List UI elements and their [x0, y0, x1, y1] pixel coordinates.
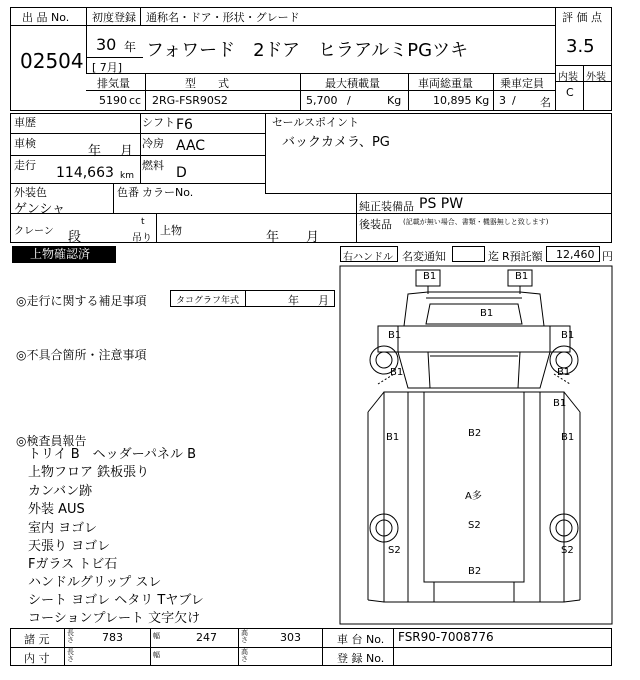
damage-mark: S2	[468, 520, 481, 531]
capacity-slash: /	[512, 94, 516, 107]
damage-mark: S2	[561, 545, 574, 556]
report-line: カンバン跡	[28, 484, 93, 499]
color-value: ゲンシャ	[14, 202, 66, 217]
tachograph-year: 年	[288, 294, 299, 307]
supplement-label: ◎走行に関する補足事項	[16, 294, 147, 308]
capacity-label: 乗車定員	[500, 77, 544, 90]
inner-width-label: 幅	[153, 651, 160, 659]
max-load-label: 最大積載量	[325, 77, 380, 90]
inspection-month-unit: 月	[120, 144, 134, 159]
score-value: 3.5	[566, 36, 595, 57]
model-code: 2RG-FSR90S2	[152, 94, 228, 107]
tachograph-month: 月	[318, 294, 329, 307]
aircon-value: AAC	[176, 138, 206, 154]
length-label: 長さ	[67, 629, 74, 644]
until-label: 迄	[488, 250, 499, 263]
report-line: ハンドルグリップ スレ	[28, 575, 162, 590]
damage-mark: B1	[423, 271, 437, 282]
height-value: 303	[280, 631, 301, 644]
history-label: 車歴	[14, 116, 36, 129]
damage-mark: B2	[468, 428, 482, 439]
inner-dim-label: 内 寸	[24, 652, 50, 665]
score-label: 評 価 点	[562, 11, 602, 24]
tachograph-label: タコグラフ年式	[176, 296, 240, 306]
damage-mark: B1	[480, 308, 494, 319]
uwamono-confirmed-banner: 上物確認済	[12, 246, 116, 263]
damage-mark: B1	[553, 398, 567, 409]
crane-label: クレーン	[14, 226, 54, 237]
defects-label: ◎不具合箇所・注意事項	[16, 348, 147, 362]
inspection-label: 車検	[14, 137, 36, 150]
report-line: トリイ B ヘッダーパネル B	[28, 447, 197, 462]
recycle-amount: 12,460	[556, 248, 595, 261]
report-line: 天張り ヨゴレ	[28, 539, 111, 554]
reg-year: 30	[96, 35, 117, 54]
name-change-label: 名変通知	[402, 250, 446, 263]
inner-length-label: 長さ	[67, 648, 74, 663]
color-label: 外装色	[14, 186, 47, 199]
length-value: 783	[102, 631, 123, 644]
max-load: 5,700	[306, 94, 338, 107]
right-hand-drive: 右ハンドル	[343, 252, 393, 263]
color-no-label: 色番	[117, 186, 139, 199]
recycle-label: R預託額	[502, 250, 543, 263]
dimensions-label: 諸 元	[24, 633, 50, 646]
reg-month: [ 7月]	[92, 61, 123, 74]
inspection-year-unit: 年	[88, 144, 102, 159]
shift-value: F6	[176, 117, 193, 133]
damage-mark: A多	[465, 491, 482, 502]
shift-label: シフト	[142, 116, 175, 129]
name-change-box	[452, 246, 485, 262]
height-label: 高さ	[241, 629, 248, 644]
model-name-label: 通称名・ドア・形状・グレード	[146, 11, 300, 24]
mileage-label: 走行	[14, 159, 36, 172]
damage-mark: B1	[515, 271, 529, 282]
width-label: 幅	[153, 632, 160, 640]
equipment-label: 純正装備品	[359, 200, 414, 213]
damage-mark: S2	[388, 545, 401, 556]
damage-mark: B1	[561, 432, 575, 443]
gross-weight-unit: Kg	[475, 94, 490, 107]
sales-point-text: バックカメラ、PG	[282, 135, 390, 150]
crane-step: 段	[68, 230, 82, 245]
crane-t: t	[141, 217, 145, 227]
uwamono-year-unit: 年	[266, 230, 280, 245]
recycle-unit: 円	[602, 250, 613, 263]
displacement-value: 5190	[99, 94, 127, 107]
crane-lift: 吊り	[132, 233, 152, 244]
report-line: 外装 AUS	[28, 502, 85, 517]
gross-weight: 10,895	[433, 94, 472, 107]
aircon-label: 冷房	[142, 137, 164, 150]
displacement-label: 排気量	[97, 77, 130, 90]
damage-mark: B1	[390, 367, 404, 378]
report-line: シート ヨゴレ ヘタリ Tヤブレ	[28, 593, 204, 608]
capacity: 3	[499, 94, 506, 107]
damage-mark: B1	[557, 367, 571, 378]
uwamono-label: 上物	[160, 224, 182, 237]
report-line: 室内 ヨゴレ	[28, 521, 98, 536]
lot-label: 出 品 No.	[22, 11, 70, 24]
report-line: 上物フロア 鉄板張り	[28, 465, 150, 480]
model-code-label: 型 式	[185, 77, 229, 90]
uwamono-month-unit: 月	[306, 230, 320, 245]
model-name: フォワード 2ドア ヒラアルミPGツキ	[146, 40, 469, 61]
registration-label: 登 録 No.	[337, 652, 385, 665]
width-value: 247	[196, 631, 217, 644]
damage-mark: B1	[386, 432, 400, 443]
displacement-unit: cc	[129, 94, 142, 107]
max-load-unit: Kg	[387, 94, 402, 107]
reg-year-unit: 年	[124, 40, 137, 54]
reg-label: 初度登録	[92, 11, 136, 24]
equipment-value: PS PW	[419, 196, 464, 212]
interior-label: 内装	[558, 72, 578, 83]
gross-weight-label: 車両総重量	[418, 77, 473, 90]
lot-number: 02504	[20, 49, 84, 73]
mileage-unit: km	[120, 171, 134, 181]
exterior-label: 外装	[586, 72, 606, 83]
chassis-label: 車 台 No.	[337, 633, 385, 646]
report-line: コーションプレート 文字欠け	[28, 611, 201, 626]
max-load-slash: /	[347, 94, 351, 107]
retrofit-label: 後装品	[359, 218, 392, 231]
sales-point-label: セールスポイント	[272, 116, 360, 129]
color-no2-label: カラーNo.	[142, 186, 194, 199]
inspector-report-label: ◎検査員報告	[16, 434, 87, 448]
fuel-label: 燃料	[142, 159, 164, 172]
fuel-value: D	[176, 165, 187, 181]
retrofit-note: (記載が無い場合、書類・機器無しと致します)	[403, 218, 549, 226]
inner-height-label: 高さ	[241, 648, 248, 663]
report-line: Fガラス トビ石	[28, 557, 118, 572]
mileage-value: 114,663	[56, 165, 114, 181]
capacity-unit: 名	[540, 96, 551, 109]
chassis-number: FSR90-7008776	[398, 630, 494, 644]
interior-grade: C	[566, 86, 574, 99]
damage-mark: B2	[468, 566, 482, 577]
damage-mark: B1	[561, 330, 575, 341]
damage-mark: B1	[388, 330, 402, 341]
